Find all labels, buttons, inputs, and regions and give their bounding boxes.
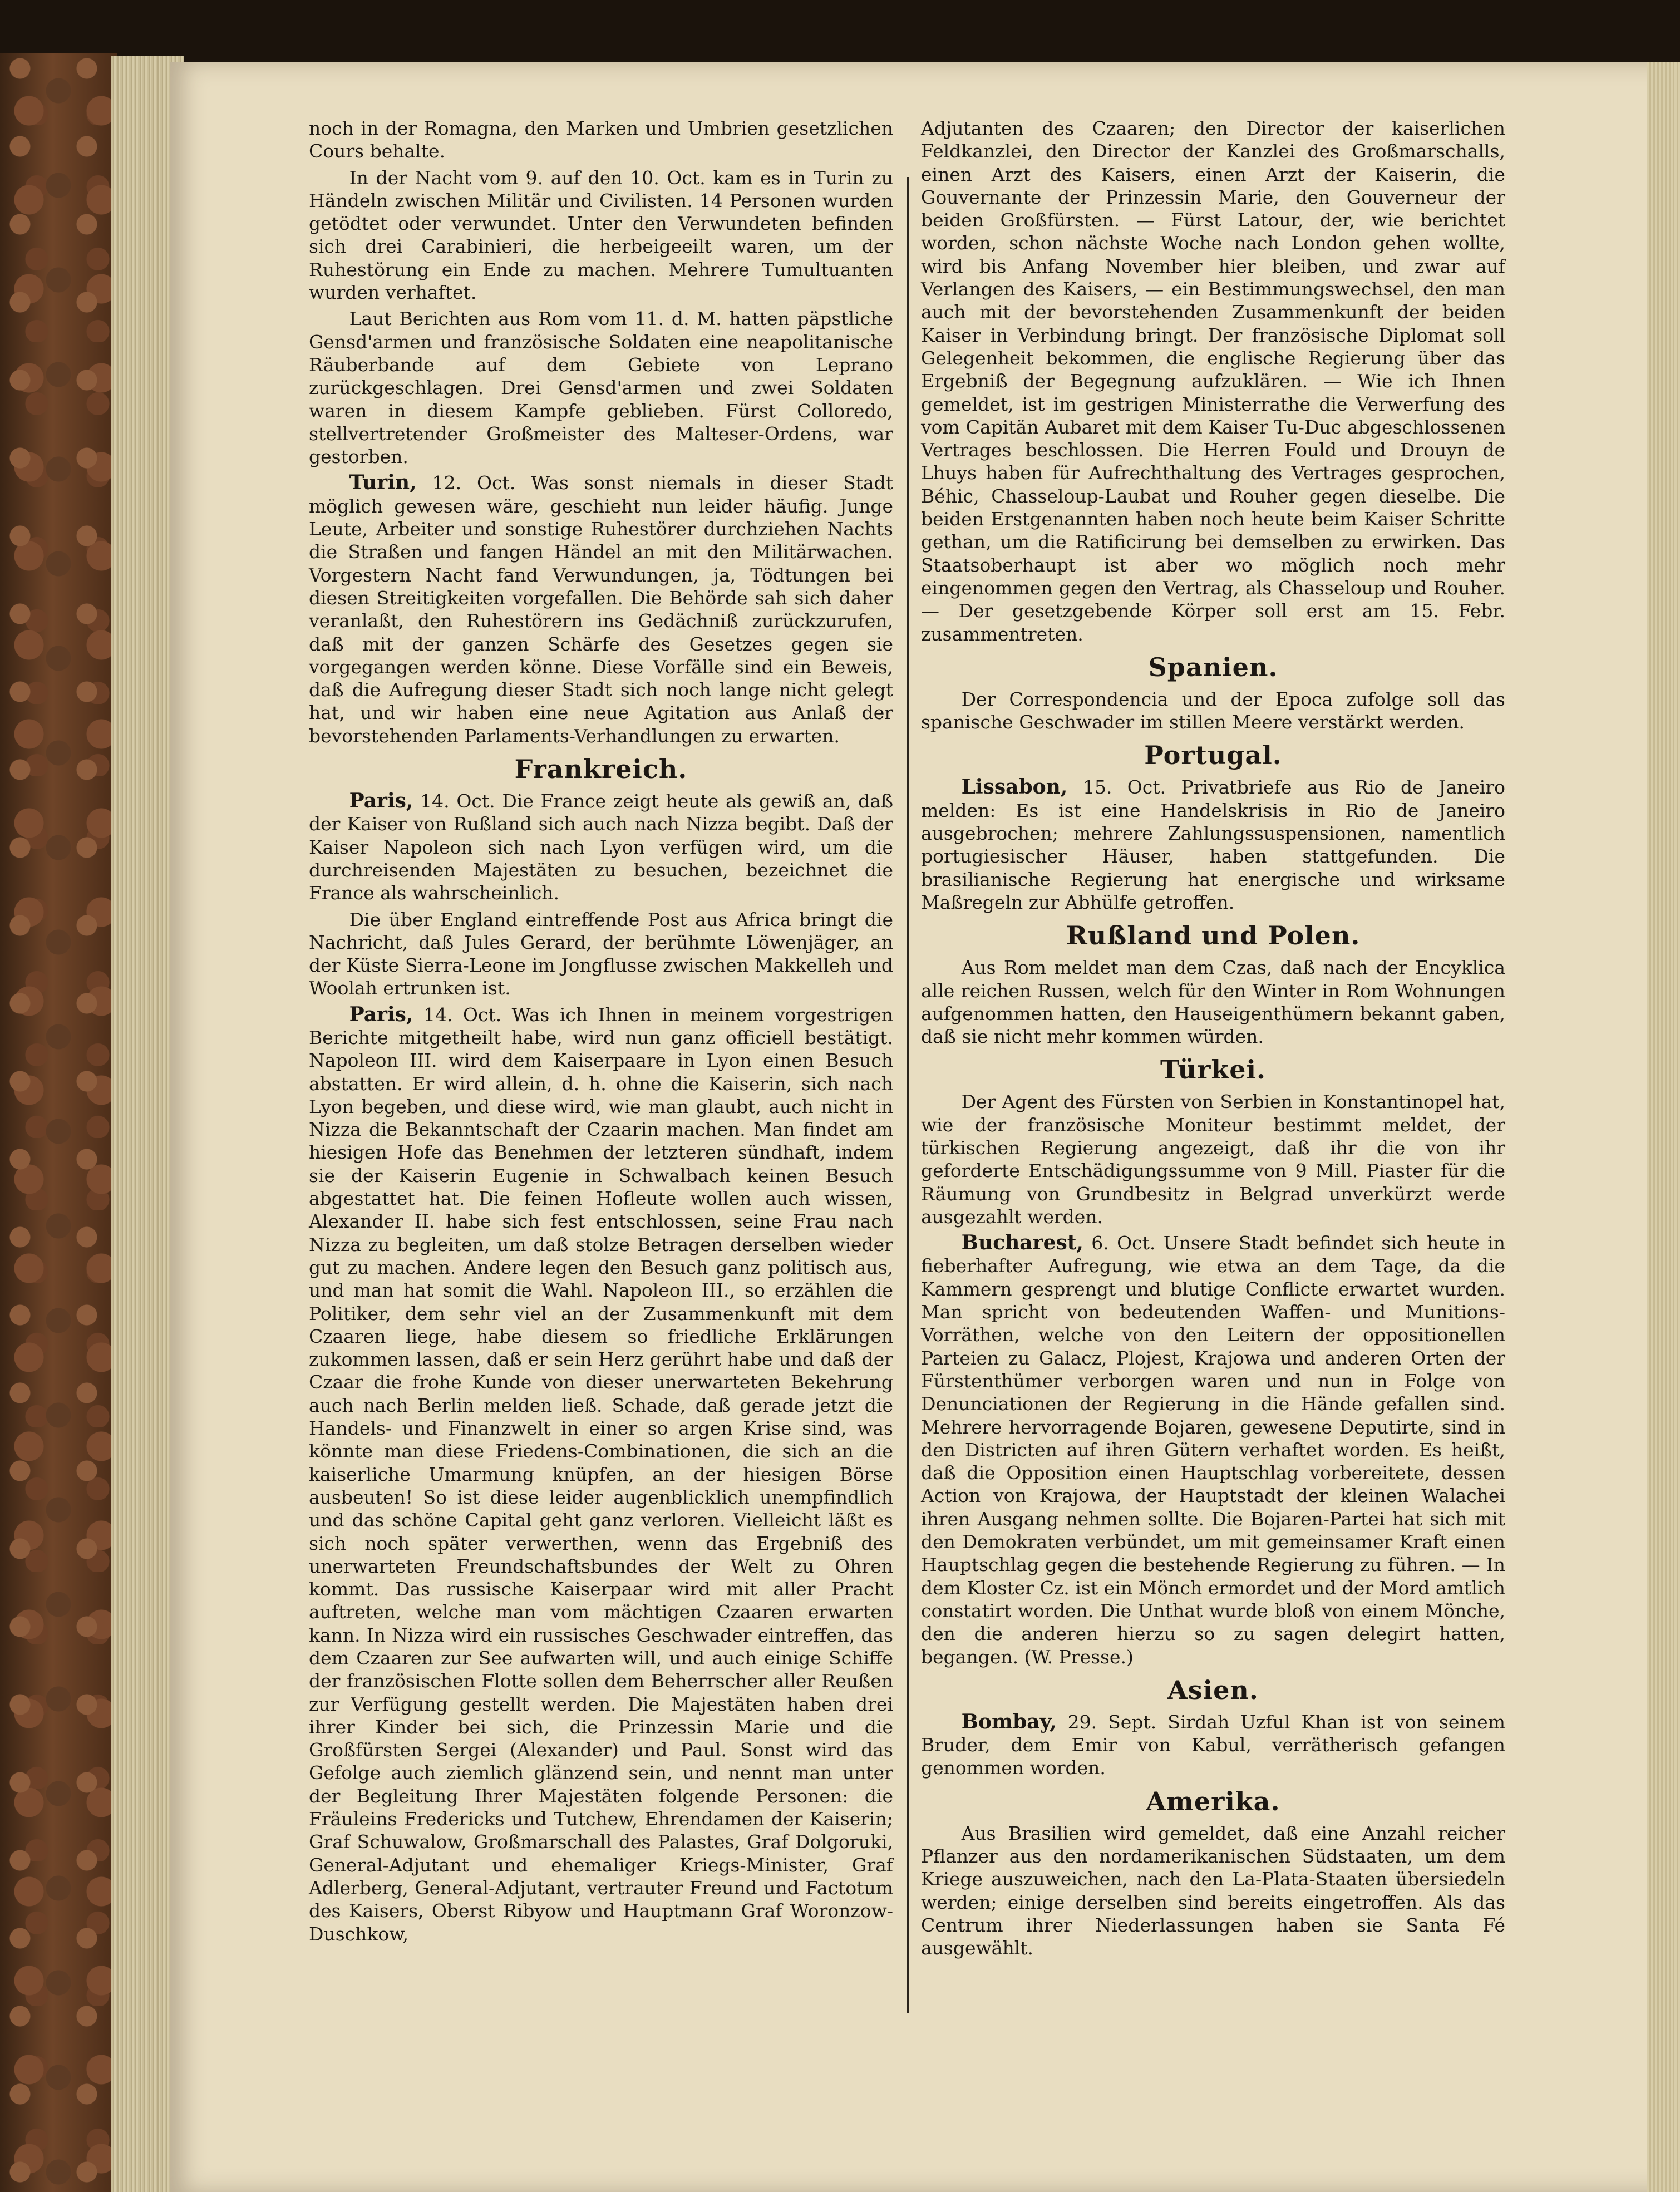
paragraph: Laut Berichten aus Rom vom 11. d. M. hatten päpstliche Gensd'armen und französische Soldaten eine neapolitanische Räuberbande auf dem Gebiete von Leprano zurückgeschlagen. Drei Gensd'armen und zwei Soldaten waren in diesem Kampfe geblieben. Fürst Colloredo, stellvertretender Großmeister des Malteser-Ordens, war gestorben. — [309, 308, 893, 468]
left-column — [309, 117, 893, 1949]
dateline-place: Turin, — [349, 471, 417, 495]
marbled-book-cover — [0, 53, 117, 2192]
paragraph-text: 29. Sept. Sirdah Uzful Khan ist von seinem Bruder, dem Emir von Kabul, verrätherisch gefangen genommen worden. — [921, 1711, 1505, 1779]
dateline-place: Bombay, — [961, 1710, 1057, 1733]
paragraph: Der Agent des Fürsten von Serbien in Konstantinopel hat, wie der französische Moniteur bestimmt meldet, der türkischen Regierung angezeigt, daß ihr die von ihr geforderte Entschädigungssumme von 9 Mill. Piaster für die Räumung von Grundbesitz in Belgrad unverkürzt werde ausgezahlt werden. — [921, 1091, 1505, 1228]
section-heading-frankreich: Frankreich. — [514, 754, 688, 785]
section-heading-amerika: Amerika. — [1146, 1786, 1280, 1816]
paragraph — [921, 1232, 1505, 1668]
paragraph: Die über England eintreffende Post aus Africa bringt die Nachricht, daß Jules Gerard, der berühmte Löwenjäger, an der Küste Sierra-Leone im Jongflusse zwischen Makkelleh und Woolah ertrunken ist. — [309, 908, 893, 999]
paragraph — [309, 471, 893, 747]
section-heading-asien: Asien. — [1167, 1674, 1259, 1705]
paragraph: noch in der Romagna, den Marken und Umbrien gesetzlichen Cours behalte. — [309, 117, 893, 162]
dateline-place: Paris, — [349, 789, 413, 813]
column-rule — [907, 177, 909, 2013]
paragraph: Der Correspondencia und der Epoca zufolge soll das spanische Geschwader im stillen Meere verstärkt werden. — [921, 688, 1505, 733]
dateline-place: Lissabon, — [961, 775, 1068, 799]
dateline-place: Bucharest, — [961, 1231, 1083, 1255]
paragraph — [309, 1003, 893, 1945]
paragraph-text: 14. Oct. Die France zeigt heute als gewiß an, daß der Kaiser von Rußland sich auch nach Nizza begibt. Daß der Kaiser Napoleon sich nach Lyon verfügen wird, um die durchreisenden Majestäten zu besuchen, bezeichnet die France als wahrscheinlich. — [309, 790, 893, 904]
paragraph — [309, 790, 893, 904]
section-heading-tuerkei: Türkei. — [1160, 1055, 1266, 1085]
paragraph-text: 14. Oct. Was ich Ihnen in meinem vorgestrigen Berichte mitgetheilt habe, wird nun ganz officiell bestätigt. Napoleon III. wird dem Kaiserpaare in Lyon einen Besuch abstatten. Er wird allein, d. h. ohne die Kaiserin, sich nach Lyon begeben, und diese wird, wie man glaubt, auch nicht in Nizza die Bekanntschaft der Czaarin machen. Man findet am hiesigen Hofe das Benehmen der letzteren sündhaft, indem sie der Kaiserin Eugenie in Schwalbach keinen Besuch abgestattet hat. Die feinen Hofleute wollen auch wissen, Alexander II. habe sich fest entschlossen, seine Frau nach Nizza zu begleiten, um daß stolze Betragen derselben wieder gut zu machen. Andere legen den Besuch ganz politisch aus, und man hat somit die Wahl. Napoleon III., so erzählen die Politiker, dem sehr viel an der Zusammenkunft mit dem Czaaren liege, habe diesem so friedliche Erklärungen zukommen lassen, daß er sein Herz gerührt habe und daß der Czaar die frohe Kunde von dieser unerwarteten Bekehrung auch nach Berlin melden ließ. Schade, daß gerade jetzt die Handels- und Finanzwelt in einer so argen Krise sind, was könnte man diese Friedens-Combinationen, die sich an die kaiserliche Umarmung knüpfen, an der hiesigen Börse ausbeuten! So ist diese leider augenblicklich unempfindlich und das schöne Capital geht ganz verloren. Vielleicht läßt es sich noch später verwerthen, wenn das Ergebniß des unerwarteten Freundschaftsbundes der Welt zu Ohren kommt. Das russische Kaiserpaar wird mit aller Pracht auftreten, welche man vom mächtigen Czaaren erwarten kann. In Nizza wird ein russisches Geschwader eintreffen, das dem Czaaren zur See aufwarten will, und auch einige Schiffe der französischen Flotte sollen dem Beherrscher aller Reußen zur Verfügung gestellt werden. Die Majestäten haben drei ihrer Kinder bei sich, die Prinzessin Marie und die Großfürsten Sergei (Alexander) und Paul. Sonst wird das Gefolge auch ziemlich glänzend sein, und nennt man unter der Begleitung Ihrer Majestäten folgende Personen: die Fräuleins Fredericks und Tutchew, Ehrendamen der Kaiserin; Graf Schuwalow, Großmarschall des Palastes, Graf Dolgoruki, General-Adjutant und ehemaliger Kriegs-Minister, Graf Adlerberg, General-Adjutant, vertrauter Freund und Factotum des Kaisers, Oberst Ribyow und Hauptmann Graf Woronzow-Duschkow, — [309, 1003, 893, 1945]
dateline-place: Paris, — [349, 1002, 413, 1026]
paragraph: In der Nacht vom 9. auf den 10. Oct. kam es in Turin zu Händeln zwischen Militär und Civilisten. 14 Personen wurden getödtet oder verwundet. Unter den Verwundeten befinden sich drei Carabinieri, die herbeigeeilt waren, um der Ruhestörung ein Ende zu machen. Mehrere Tumultuanten wurden verhaftet. — [309, 166, 893, 304]
paragraph: Aus Brasilien wird gemeldet, daß eine Anzahl reicher Pflanzer aus den nordamerikanischen Südstaaten, um dem Kriege auszuweichen, nach den La-Plata-Staaten übersiedeln werden; einige derselben sind bereits eingetroffen. Als das Centrum ihrer Niederlassungen haben sie Santa Fé ausgewählt. — [921, 1822, 1505, 1959]
paragraph — [921, 1711, 1505, 1780]
paragraph: Aus Rom meldet man dem Czas, daß nach der Encyklica alle reichen Russen, welch für den Winter in Rom Wohnungen aufgenommen hatten, den Hauseigenthümern bekannt gaben, daß sie nicht mehr kommen würden. — [921, 957, 1505, 1048]
section-heading-portugal: Portugal. — [1144, 740, 1282, 771]
paragraph-text: 6. Oct. Unsere Stadt befindet sich heute in fieberhafter Aufregung, wie etwa an dem Tage, da die Kammern gesprengt und blutige Conflicte erwartet wurden. Man spricht von bedeutenden Waffen- und Munitions-Vorräthen, welche von den Leitern der oppositionellen Parteien zu Galacz, Plojest, Krajowa und anderen Orten der Fürstenthümer verborgen waren und nun in Folge von Denunciationen der Regierung in die Hände gefallen sind. Mehrere hervorragende Bojaren, gewesene Deputirte, sind in den Districten auf ihren Gütern verhaftet worden. Es heißt, daß die Opposition einen Hauptschlag vorbereitete, dessen Action von Krajowa, der Hauptstadt der kleinen Walachei ihren Ausgang nehmen sollte. Die Bojaren-Partei hat sich mit den Demokraten verbündet, um mit gemeinsamer Kraft einen Hauptschlag gegen die bestehende Regierung zu führen. — In dem Kloster Cz. ist ein Mönch ermordet und der Mord amtlich constatirt worden. Die Unthat wurde bloß von einem Mönche, den die anderen hierzu so zu sagen delegirt hatten, begangen. (W. Presse.) — [921, 1232, 1505, 1668]
section-heading-russland: Rußland und Polen. — [1066, 920, 1361, 951]
right-column — [921, 117, 1505, 1963]
section-heading-spanien: Spanien. — [1148, 652, 1278, 682]
paragraph-text: 12. Oct. Was sonst niemals in dieser Stadt möglich gewesen wäre, geschieht nun leider häufig. Junge Leute, Arbeiter und sonstige Ruhestörer durchziehen Nachts die Straßen und fangen Händel an mit den Militärwachen. Vorgestern Nacht fand Verwundungen, ja, Tödtungen bei diesen Streitigkeiten vorgefallen. Die Behörde sah sich daher veranlaßt, den Ruhestörern ins Gedächniß zurückzurufen, daß mit der ganzen Schärfe des Gesetzes gegen sie vorgegangen werden könne. Diese Vorfälle sind ein Beweis, daß die Aufregung dieser Stadt sich noch lange nicht gelegt hat, und wir haben eine neue Agitation aus Anlaß der bevorstehenden Parlaments-Verhandlungen zu erwarten. — [309, 472, 893, 747]
page-edges-right — [1647, 62, 1680, 2192]
paragraph: Adjutanten des Czaaren; den Director der kaiserlichen Feldkanzlei, den Director der Kanzlei des Großmarschalls, einen Arzt des Kaisers, einen Arzt der Kaiserin, die Gouvernante der Prinzessin Marie, den Gouverneur der beiden Großfürsten. — Fürst Latour, der, wie berichtet worden, schon nächste Woche nach London gehen wollte, wird bis Anfang November hier bleiben, und zwar auf Verlangen des Kaisers, — ein Bestimmungswechsel, den man auch mit der bevorstehenden Zusammenkunft der beiden Kaiser in Verbindung bringt. Der französische Diplomat soll Gelegenheit bekommen, die englische Regierung über das Ergebniß der Begegnung aufzuklären. — Wie ich Ihnen gemeldet, ist im gestrigen Ministerrathe die Verwerfung des vom Capitän Aubaret mit dem Kaiser Tu-Duc abgeschlossenen Vertrages beschlossen. Die Herren Fould und Drouyn de Lhuys haben für Aufrechthaltung des Vertrages gesprochen, Béhic, Chasseloup-Laubat und Rouher gegen dieselbe. Die beiden Erstgenannten haben noch heute beim Kaiser Schritte gethan, um die Ratificirung bei demselben zu erwirken. Das Staatsoberhaupt ist aber wo möglich noch mehr eingenommen gegen den Vertrag, als Chasseloup und Rouher. — Der gesetzgebende Körper soll erst am 15. Febr. zusammentreten. — [921, 117, 1505, 645]
paragraph-text: 15. Oct. Privatbriefe aus Rio de Janeiro melden: Es ist eine Handelskrisis in Rio de Janeiro ausgebrochen; mehrere Zahlungssuspensionen, namentlich portugiesischer Häuser, haben stattgefunden. Die brasilianische Regierung hat energische und wirksame Maßregeln zur Abhülfe getroffen. — [921, 776, 1505, 913]
paragraph — [921, 776, 1505, 914]
